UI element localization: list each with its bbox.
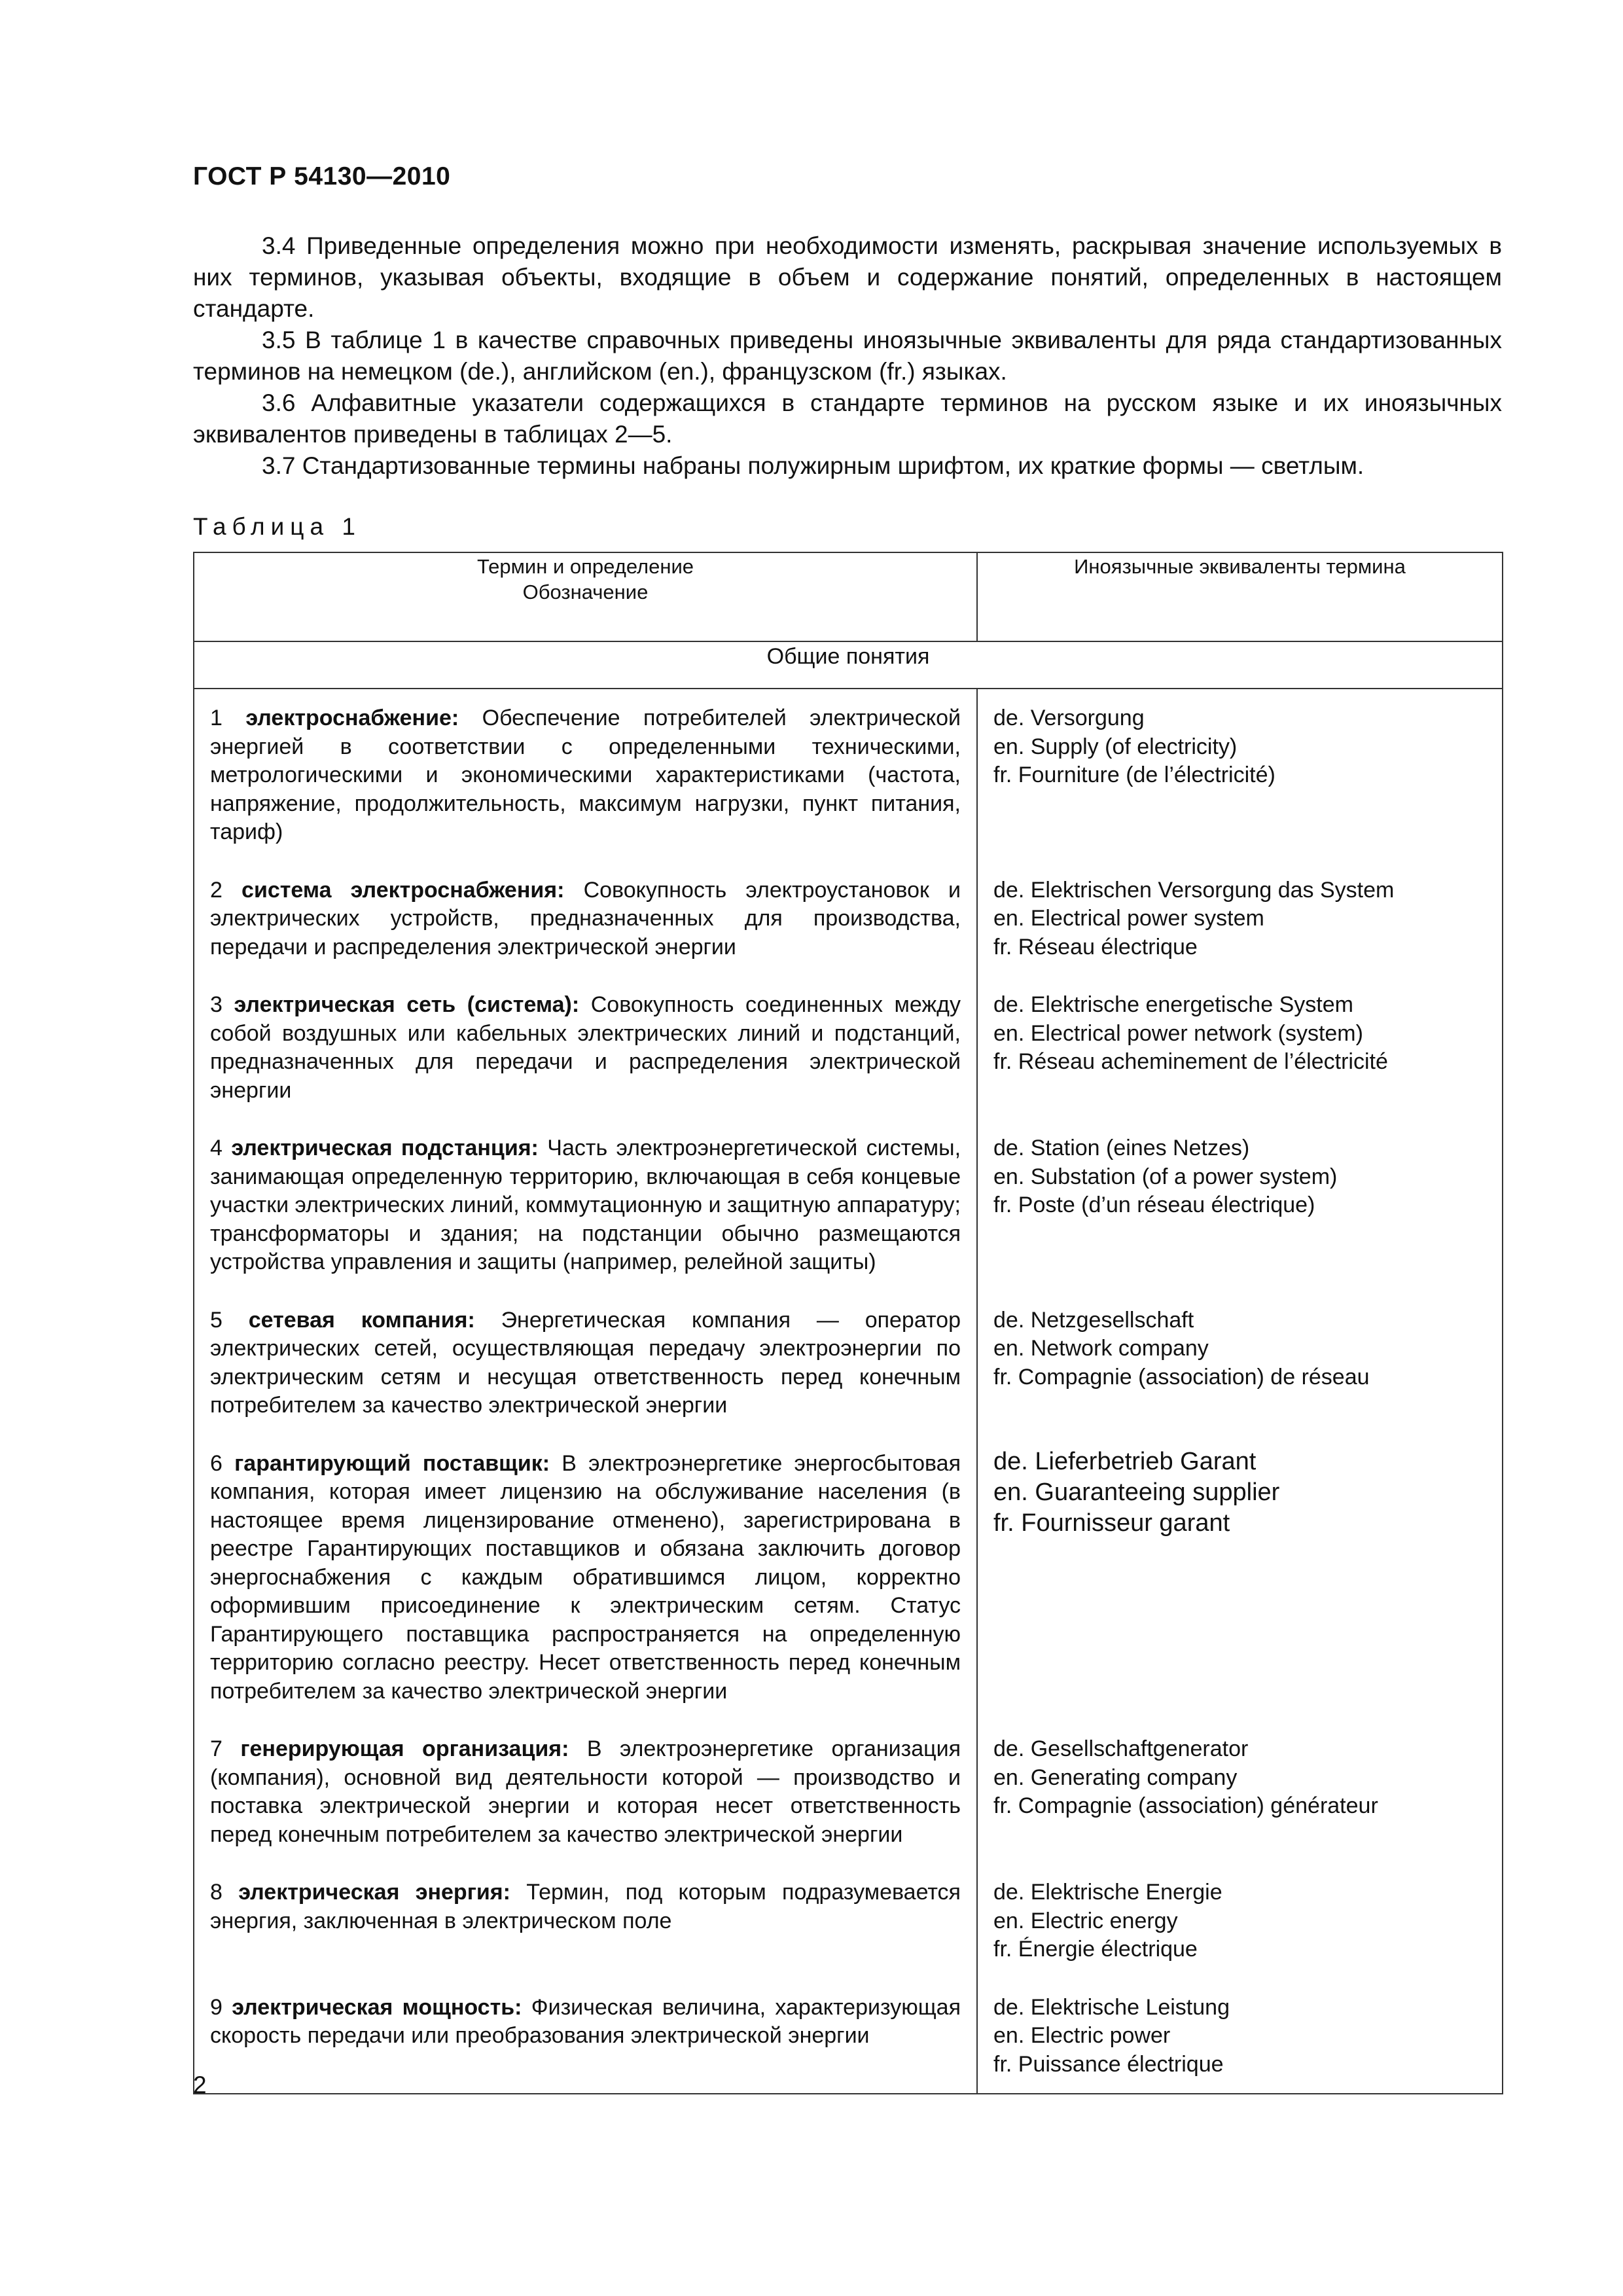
equivalent-de: de. Netzgesellschaft <box>993 1307 1194 1333</box>
term-equivalents <box>977 1291 1503 1435</box>
paragraph-3-6: 3.6 Алфавитные указатели содержащихся в стандарте терминов на русском языке и их иноязычных эквивалентов приведены в таблицах 2—5. <box>193 389 1502 448</box>
term-number: 9 <box>210 1994 223 2020</box>
term-equivalents <box>977 1720 1503 1863</box>
term-number: 2 <box>210 877 223 903</box>
header-designation-line: Обозначение <box>522 581 649 603</box>
table-row <box>194 689 1503 861</box>
term-number: 8 <box>210 1880 223 1905</box>
term-name: электрическая сеть (система): <box>234 992 580 1017</box>
equivalent-en: en. Supply (of electricity) <box>993 734 1238 759</box>
term-definition <box>194 1720 977 1863</box>
term-number: 5 <box>210 1307 223 1333</box>
term-number: 4 <box>210 1136 223 1160</box>
section-title: Общие понятия <box>194 641 1503 689</box>
equivalent-en: en. Electric energy <box>993 1908 1178 1933</box>
term-definition <box>194 861 977 977</box>
equivalent-en: en. Electric power <box>993 2023 1171 2048</box>
term-definition-text: Совокупность соединенных между собой воздушных или кабельных электрических линий и подстанций, предназначенных для передачи и распределения электрической энергии <box>210 992 961 1103</box>
term-definition <box>194 1119 977 1291</box>
table-row <box>194 1435 1503 1721</box>
term-definition <box>194 1291 977 1435</box>
term-name: электрическая подстанция: <box>231 1136 539 1160</box>
standard-id: ГОСТ Р 54130—2010 <box>193 162 451 190</box>
table-row <box>194 1720 1503 1863</box>
equivalent-fr: fr. Poste (d’un réseau électrique) <box>993 1193 1315 1217</box>
equivalent-fr: fr. Réseau électrique <box>993 934 1198 960</box>
equivalent-de: de. Elektrische energetische System <box>993 992 1353 1017</box>
term-number: 7 <box>210 1736 223 1761</box>
term-definition <box>194 1863 977 1979</box>
equivalent-fr: fr. Compagnie (association) générateur <box>993 1793 1378 1818</box>
term-number: 3 <box>210 992 223 1017</box>
equivalent-en: en. Guaranteeing supplier <box>993 1478 1280 1506</box>
paragraph-3-7: 3.7 Стандартизованные термины набраны полужирным шрифтом, их краткие формы — светлым. <box>262 452 1364 479</box>
equivalent-de: de. Station (eines Netzes) <box>993 1136 1250 1160</box>
table-row <box>194 861 1503 977</box>
equivalent-fr: fr. Compagnie (association) de réseau <box>993 1364 1370 1390</box>
header-term-line: Термин и определение <box>476 555 694 578</box>
equivalent-en: en. Generating company <box>993 1765 1238 1790</box>
term-name: гарантирующий поставщик: <box>234 1450 550 1476</box>
term-number: 6 <box>210 1450 223 1476</box>
table-row <box>194 976 1503 1119</box>
term-name: сетевая компания: <box>248 1307 475 1333</box>
header-equivalents: Иноязычные эквиваленты термина <box>977 552 1503 641</box>
term-equivalents <box>977 689 1503 861</box>
term-name: электрическая мощность: <box>232 1994 522 2020</box>
table-row <box>194 1291 1503 1435</box>
term-definition <box>194 976 977 1119</box>
table-header-row <box>194 552 1503 641</box>
term-name: система электроснабжения: <box>241 877 565 903</box>
equivalent-fr: fr. Fournisseur garant <box>993 1509 1230 1537</box>
section-row <box>194 641 1503 689</box>
equivalent-de: de. Versorgung <box>993 706 1145 730</box>
term-number: 1 <box>210 706 223 730</box>
table-row <box>194 1979 1503 2094</box>
equivalent-en: en. Electrical power network (system) <box>993 1020 1363 1046</box>
header-term-definition <box>194 552 977 641</box>
equivalent-en: en. Electrical power system <box>993 906 1264 931</box>
term-equivalents <box>977 976 1503 1119</box>
term-definition <box>194 1435 977 1721</box>
intro-text <box>193 230 1502 482</box>
term-name: электроснабжение: <box>245 706 459 730</box>
term-name: электрическая энергия: <box>238 1880 510 1905</box>
term-definition-text: Часть электроэнергетической системы, занимающая определенную территорию, включающая в себя концевые участки электрических линий, коммутационную и защитную аппаратуру; трансформаторы и здания; на подстанции обычно размещаются устройства управления и защиты (например, релейной защиты) <box>210 1136 961 1274</box>
equivalent-de: de. Elektrischen Versorgung das System <box>993 877 1395 903</box>
page-number: 2 <box>193 2072 207 2098</box>
table-row <box>194 1863 1503 1979</box>
paragraph-3-5: 3.5 В таблице 1 в качестве справочных приведены иноязычные эквиваленты для ряда стандартизованных терминов на немецком (de.), английском (en.), французском (fr.) языках. <box>193 327 1502 385</box>
terms-table <box>193 552 1503 2094</box>
equivalent-fr: fr. Fourniture (de l’électricité) <box>993 762 1275 787</box>
term-definition-text: В электроэнергетике организация (компания), основной вид деятельности которой — производство и поставка электрической энергии и которая несет ответственность перед конечным потребителем за качество электрической энергии <box>210 1736 961 1847</box>
term-definition-text: Обеспечение потребителей электрической энергией в соответствии с определенными техническими, метрологическими и экономическими характеристиками (частота, напряжение, продолжительность, максимум нагрузки, пункт питания, тариф) <box>210 706 961 844</box>
equivalent-de: de. Elektrische Energie <box>993 1880 1222 1905</box>
term-equivalents <box>977 1119 1503 1291</box>
term-equivalents <box>977 1435 1503 1721</box>
term-definition-text: Совокупность электроустановок и электрических устройств, предназначенных для производства, передачи и распределения электрической энергии <box>210 877 961 960</box>
term-definition <box>194 689 977 861</box>
table-caption: Таблица 1 <box>193 513 361 540</box>
equivalent-de: de. Gesellschaftgenerator <box>993 1736 1249 1761</box>
equivalent-fr: fr. Puissance électrique <box>993 2051 1224 2077</box>
term-definition-text: В электроэнергетике энергосбытовая компания, которая имеет лицензию на обслуживание населения (в настоящее время лицензирование отменено), зарегистрирована в реестре Гарантирующих поставщиков и обязана заключить договор энергоснабжения с каждым обратившимся лицом, корректно оформившим присоединение к электрическим сетям. Статус Гарантирующего поставщика распространяется на определенную территорию согласно реестру. Несет ответственность перед конечным потребителем за качество электрической энергии <box>210 1450 961 1704</box>
term-definition-text: Физическая величина, характеризующая скорость передачи или преобразования электрической энергии <box>210 1994 961 2048</box>
paragraph-3-4: 3.4 Приведенные определения можно при необходимости изменять, раскрывая значение используемых в них терминов, указывая объекты, входящие в объем и содержание понятий, определенных в настоящем стандарте. <box>193 232 1502 322</box>
equivalent-de: de. Lieferbetrieb Garant <box>993 1447 1257 1475</box>
term-definition-text: Энергетическая компания — оператор электрических сетей, осуществляющая передачу электроэнергии по электрическим сетям и несущая ответственность перед конечным потребителем за качество электрической энергии <box>210 1307 961 1418</box>
term-definition-text: Термин, под которым подразумевается энергия, заключенная в электрическом поле <box>210 1880 961 1933</box>
term-equivalents <box>977 861 1503 977</box>
equivalent-de: de. Elektrische Leistung <box>993 1994 1230 2020</box>
term-equivalents <box>977 1863 1503 1979</box>
term-name: генерирующая организация: <box>240 1736 569 1761</box>
term-definition <box>194 1979 977 2094</box>
equivalent-en: en. Substation (of a power system) <box>993 1164 1338 1189</box>
table-row <box>194 1119 1503 1291</box>
equivalent-fr: fr. Réseau acheminement de l’électricité <box>993 1049 1388 1074</box>
term-equivalents <box>977 1979 1503 2094</box>
equivalent-fr: fr. Énergie électrique <box>993 1937 1198 1962</box>
equivalent-en: en. Network company <box>993 1336 1209 1361</box>
